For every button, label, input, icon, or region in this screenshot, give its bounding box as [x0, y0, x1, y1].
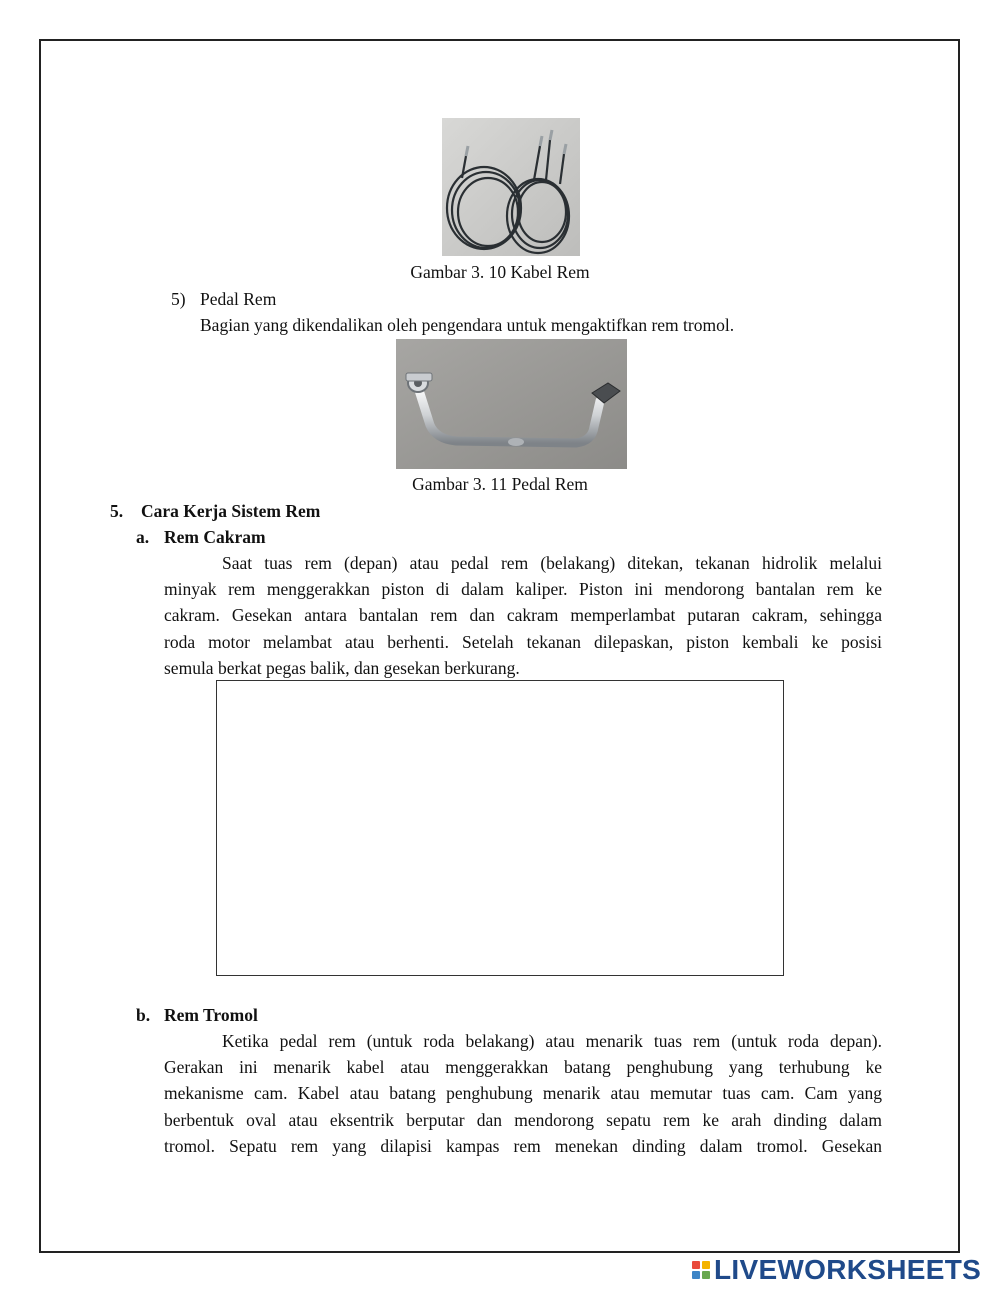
brake-cables-photo	[442, 118, 580, 256]
brand-name: LIVEWORKSHEETS	[714, 1254, 982, 1285]
liveworksheets-brand[interactable]	[692, 1254, 981, 1286]
paragraph-rem-tromol	[164, 1028, 882, 1159]
subsection-letter-b: b.	[136, 1005, 151, 1025]
paragraph-line: semula berkat pegas balik, dan gesekan berkurang.	[164, 657, 520, 678]
paragraph-line: minyak rem menggerakkan piston di dalam kaliper. Piston ini mendorong bantalan rem ke	[164, 579, 882, 600]
list-number: 5)	[171, 289, 186, 309]
section-title: Cara Kerja Sistem Rem	[141, 501, 321, 521]
answer-box[interactable]	[216, 680, 784, 976]
item-description: Bagian yang dikendalikan oleh pengendara untuk mengaktifkan rem tromol.	[200, 315, 735, 335]
paragraph-line: tromol. Sepatu rem yang dilapisi kampas rem menekan dinding dalam tromol. Gesekan	[164, 1135, 882, 1156]
paragraph-line: Saat tuas rem (depan) atau pedal rem (belakang) ditekan, tekanan hidrolik melalui	[222, 553, 882, 573]
item-title: Pedal Rem	[200, 289, 277, 309]
liveworksheets-logo-icon	[692, 1261, 710, 1279]
paragraph-line: Ketika pedal rem (untuk roda belakang) atau menarik tuas rem (untuk roda depan).	[222, 1031, 882, 1051]
figure-caption-cable: Gambar 3. 10 Kabel Rem	[410, 262, 590, 282]
paragraph-line: roda motor melambat atau berhenti. Setelah tekanan dilepaskan, piston kembali ke posisi	[164, 631, 882, 652]
subsection-title-a: Rem Cakram	[164, 527, 266, 547]
brake-pedal-photo	[396, 339, 627, 469]
brake-cables-icon	[442, 118, 580, 256]
subsection-letter-a: a.	[136, 527, 150, 547]
paragraph-line: berbentuk oval atau eksentrik berputar dan mendorong sepatu rem ke arah dinding dalam	[164, 1109, 882, 1130]
brake-pedal-icon	[396, 339, 627, 469]
paragraph-rem-cakram	[164, 550, 882, 681]
paragraph-line: mekanisme cam. Kabel atau batang penghubung menarik atau memutar tuas cam. Cam yang	[164, 1083, 882, 1104]
figure-caption-pedal: Gambar 3. 11 Pedal Rem	[412, 474, 588, 494]
section-number: 5.	[110, 501, 124, 521]
paragraph-line: Gerakan ini menarik kabel atau menggerakkan batang penghubung yang terhubung ke	[164, 1057, 882, 1078]
subsection-title-b: Rem Tromol	[164, 1005, 258, 1025]
paragraph-line: cakram. Gesekan antara bantalan rem dan cakram memperlambat putaran cakram, sehingga	[164, 605, 882, 626]
